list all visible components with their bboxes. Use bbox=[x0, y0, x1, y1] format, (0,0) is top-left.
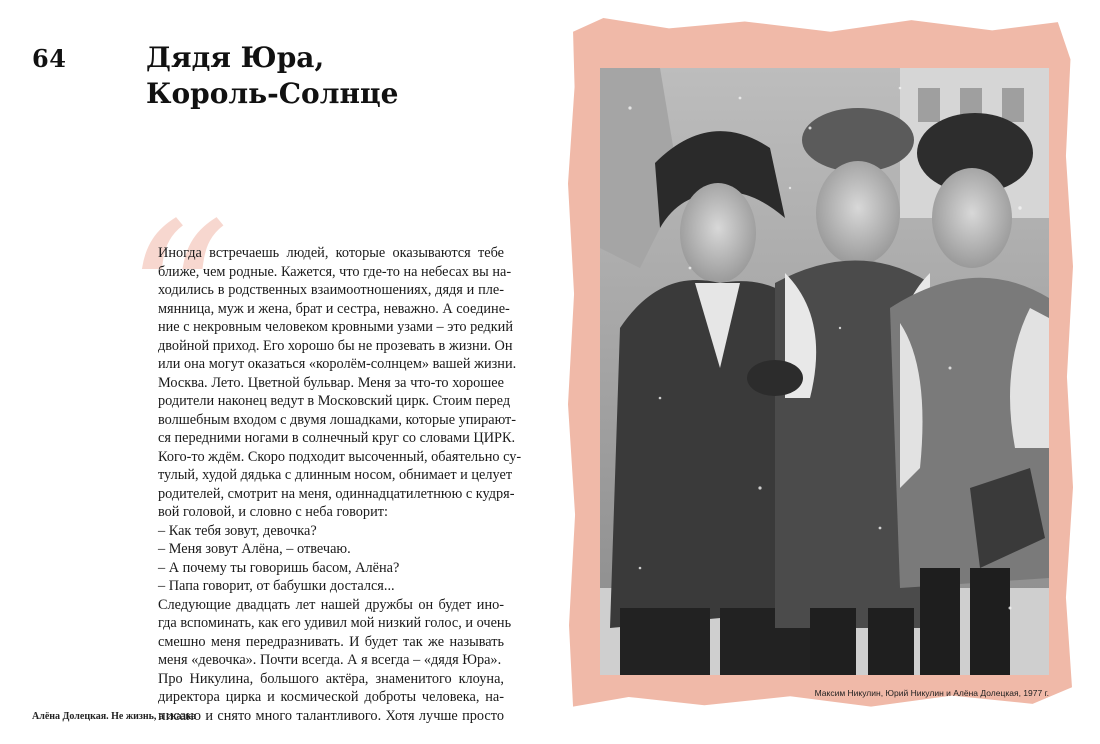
body-line: Про Никулина, большого актёра, знаменитого клоуна, bbox=[158, 670, 504, 687]
body-line: родители наконец ведут в Московский цирк. Стоим перед bbox=[158, 393, 511, 409]
page-number: 64 bbox=[32, 44, 67, 73]
body-line: или она могут оказаться «королём-солнцем» вашей жизни. bbox=[158, 356, 517, 372]
body-line: директора цирка и космической доброты человека, на- bbox=[158, 689, 504, 705]
body-line: тулый, худой дядька с длинным носом, обнимает и целует bbox=[158, 467, 513, 483]
body-line: Следующие двадцать лет нашей дружбы он будет ино- bbox=[158, 596, 504, 613]
body-line: гда вспоминать, как его удивил мой низкий голос, и очень bbox=[158, 615, 512, 631]
chapter-title-line-2: Король-Солнце bbox=[146, 77, 399, 110]
body-line: меня «девочка». Почти всегда. А я всегда – «дядя Юра». bbox=[158, 652, 502, 668]
body-line: ние с некровным человеком кровными узами – это редкий bbox=[158, 319, 513, 335]
body-text bbox=[158, 244, 522, 725]
quote-mark-decoration: “ bbox=[98, 178, 241, 423]
body-line: мянница, муж и жена, брат и сестра, неважно. А соедине- bbox=[158, 300, 510, 317]
body-line: Москва. Лето. Цветной бульвар. Меня за что-то хорошее bbox=[158, 374, 504, 391]
body-line: волшебным входом с двумя лошадками, которые упирают- bbox=[158, 411, 517, 428]
body-line: ходились в родственных взаимоотношениях, дядя и пле- bbox=[158, 282, 504, 298]
body-line: Иногда встречаешь людей, которые оказываются тебе bbox=[158, 245, 504, 261]
photograph bbox=[600, 68, 1049, 675]
dialogue-line: – Папа говорит, от бабушки достался... bbox=[158, 578, 395, 594]
body-line: смешно меня передразнивать. И будет так же называть bbox=[158, 633, 504, 650]
body-line: родителей, смотрит на меня, одиннадцатилетнюю с кудря- bbox=[158, 485, 515, 502]
chapter-title-line-1: Дядя Юра, bbox=[146, 41, 325, 74]
chapter-title bbox=[146, 40, 398, 112]
body-line: ся передними ногами в солнечный круг со словами ЦИРК. bbox=[158, 430, 516, 446]
dialogue-line: – Меня зовут Алёна, – отвечаю. bbox=[158, 541, 351, 557]
running-footer: Алёна Долецкая. Не жизнь, а сказка bbox=[32, 711, 197, 722]
photograph-image bbox=[600, 68, 1049, 675]
body-line: вой головой, и словно с неба говорит: bbox=[158, 504, 388, 520]
dialogue-line: – А почему ты говоришь басом, Алёна? bbox=[158, 559, 400, 576]
photo-caption: Максим Никулин, Юрий Никулин и Алёна Долецкая, 1977 г. bbox=[814, 688, 1049, 698]
body-line: Кого-то ждём. Скоро подходит высоченный, обаятельно су- bbox=[158, 448, 522, 465]
body-line: ближе, чем родные. Кажется, что где-то на небесах вы на- bbox=[158, 263, 512, 280]
body-line: писано и снято много талантливого. Хотя лучше просто bbox=[158, 707, 504, 724]
body-line: двойной приход. Его хорошо бы не прозевать в жизни. Он bbox=[158, 337, 513, 354]
dialogue-line: – Как тебя зовут, девочка? bbox=[158, 522, 317, 539]
